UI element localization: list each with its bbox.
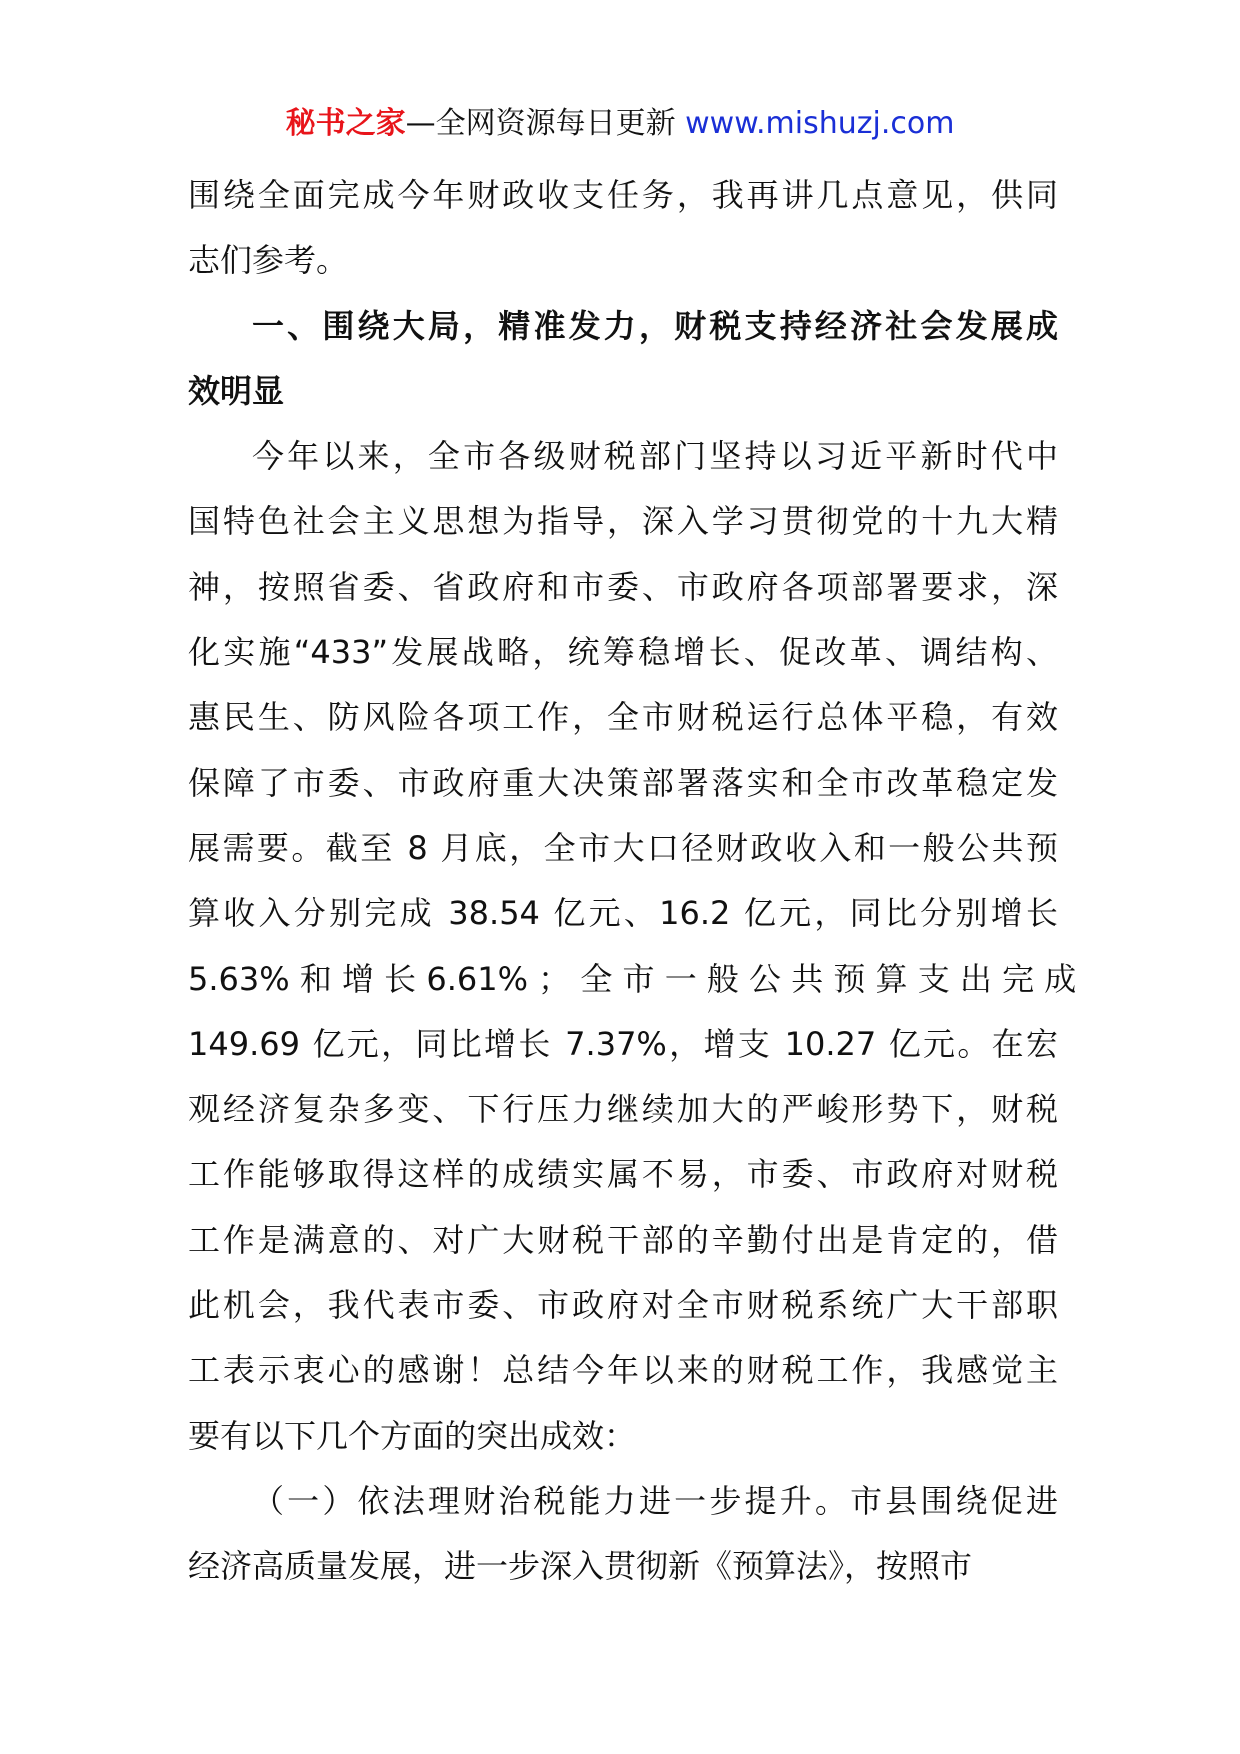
text-line: 惠民生、防风险各项工作，全市财税运行总体平稳，有效 bbox=[188, 698, 1058, 737]
text-line: 工作能够取得这样的成绩实属不易，市委、市政府对财税 bbox=[188, 1155, 1058, 1194]
text-line: 149.69 亿元，同比增长 7.37%，增支 10.27 亿元。在宏 bbox=[188, 1024, 1058, 1063]
text-line: 国特色社会主义思想为指导，深入学习贯彻党的十九大精 bbox=[188, 502, 1058, 541]
text-line: 要有以下几个方面的突出成效： bbox=[188, 1416, 637, 1455]
text-line: 效明显 bbox=[188, 371, 285, 410]
text-line: 一、围绕大局，精准发力，财税支持经济社会发展成 bbox=[252, 306, 1058, 345]
text-line: 展需要。截至 8 月底，全市大口径财政收入和一般公共预 bbox=[188, 828, 1058, 867]
site-watermark-header bbox=[0, 100, 1240, 148]
text-line: （一）依法理财治税能力进一步提升。市县围绕促进 bbox=[252, 1481, 1058, 1520]
section-heading bbox=[188, 294, 1058, 425]
text-line: 算收入分别完成 38.54 亿元、16.2 亿元，同比分别增长 bbox=[188, 894, 1058, 933]
text-line: 化实施“433”发展战略，统筹稳增长、促改革、调结构、 bbox=[188, 633, 1058, 672]
text-line: 神，按照省委、省政府和市委、市政府各项部署要求，深 bbox=[188, 567, 1058, 606]
site-url: www.mishuzj.com bbox=[685, 106, 955, 141]
text-line: 此机会，我代表市委、市政府对全市财税系统广大干部职 bbox=[188, 1286, 1058, 1325]
text-line: 工作是满意的、对广大财税干部的辛勤付出是肯定的，借 bbox=[188, 1220, 1058, 1259]
text-line: 志们参考。 bbox=[188, 241, 349, 280]
document-body bbox=[188, 163, 1077, 1600]
site-tagline: —全网资源每日更新 bbox=[405, 106, 676, 141]
body-paragraph bbox=[188, 1469, 1058, 1600]
text-line: 今年以来，全市各级财税部门坚持以习近平新时代中 bbox=[252, 437, 1058, 476]
text-line: 5.63% 和 增 长 6.61% ； 全 市 一 般 公 共 预 算 支 出 完 成 bbox=[188, 959, 1077, 998]
text-line: 经济高质量发展，进一步深入贯彻新《预算法》，按照市 bbox=[188, 1547, 973, 1586]
text-line: 观经济复杂多变、下行压力继续加大的严峻形势下，财税 bbox=[188, 1090, 1058, 1129]
site-brand: 秘书之家 bbox=[285, 106, 406, 141]
body-paragraph bbox=[188, 424, 1077, 1469]
text-line: 保障了市委、市政府重大决策部署落实和全市改革稳定发 bbox=[188, 763, 1058, 802]
body-paragraph bbox=[188, 163, 1058, 294]
text-line: 工表示衷心的感谢！总结今年以来的财税工作，我感觉主 bbox=[188, 1351, 1058, 1390]
text-line: 围绕全面完成今年财政收支任务，我再讲几点意见，供同 bbox=[188, 176, 1058, 214]
